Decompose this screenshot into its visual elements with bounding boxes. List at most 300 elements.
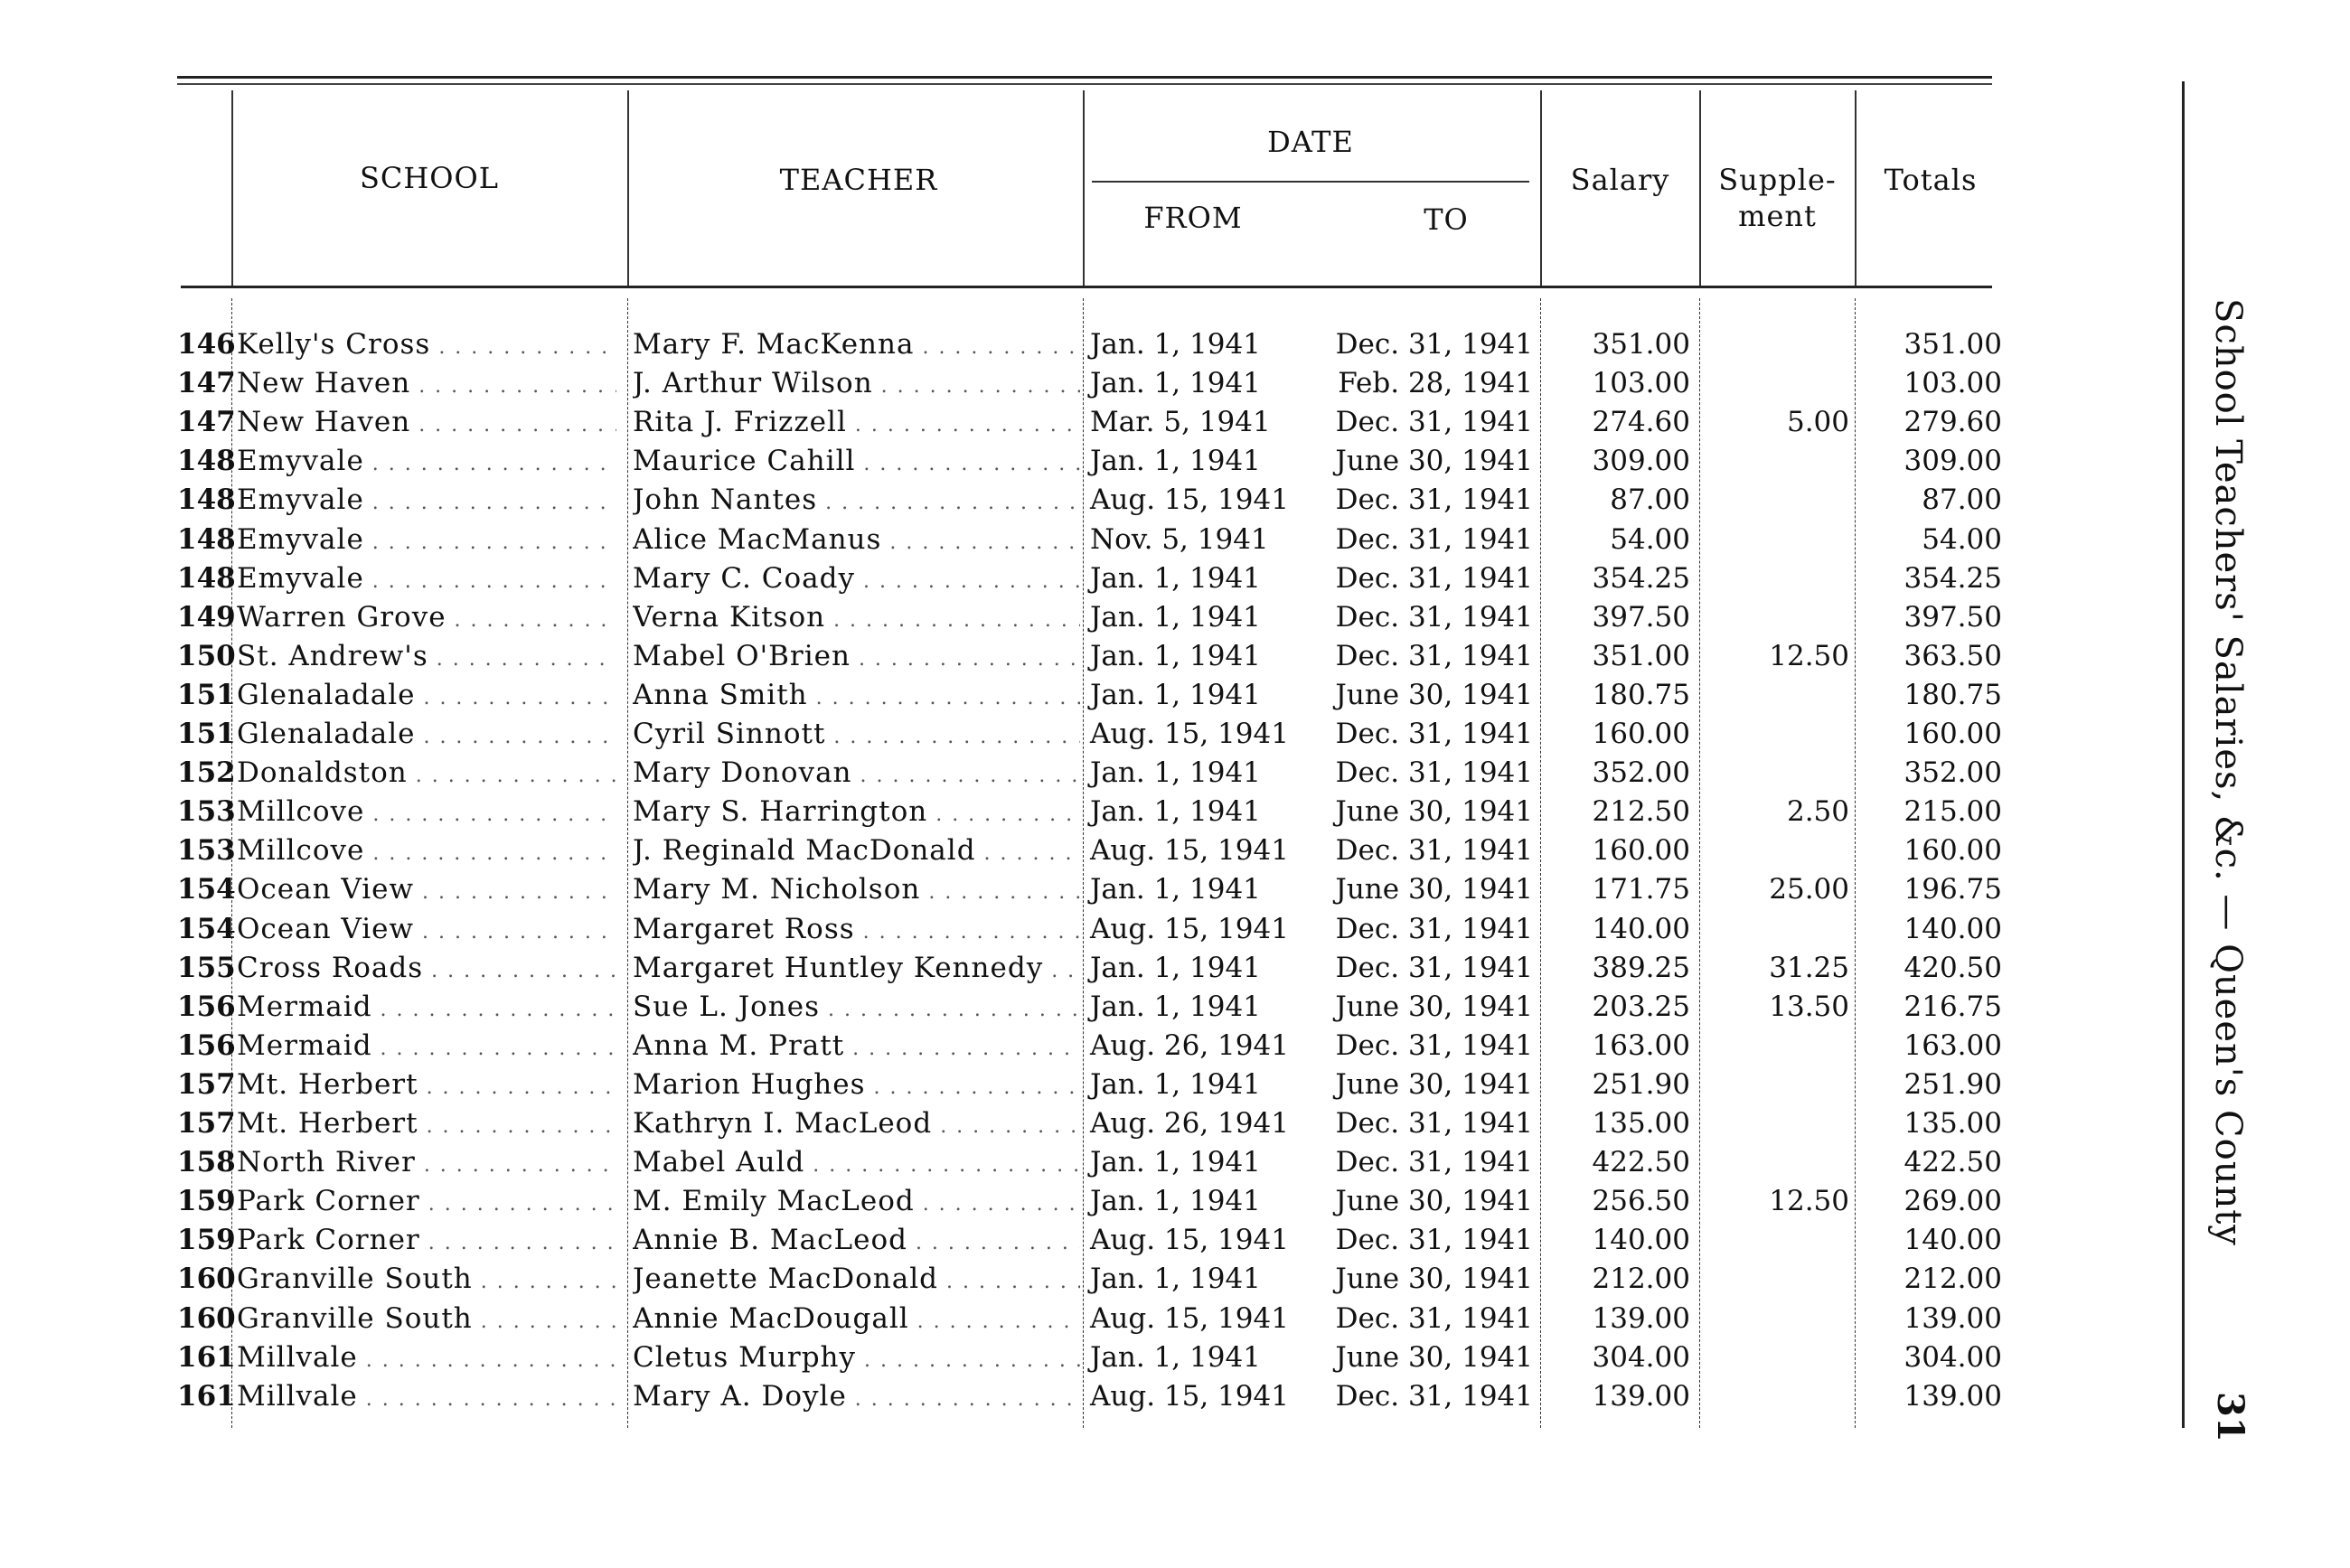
date-to: Dec. 31, 1941 bbox=[1335, 1028, 1533, 1062]
supplement-amount: 31.25 bbox=[1769, 951, 1849, 984]
table-row bbox=[0, 325, 2079, 364]
total-amount: 87.00 bbox=[1922, 484, 2002, 517]
teacher-name-text: M. Emily MacLeod bbox=[633, 1185, 915, 1218]
teacher-name bbox=[633, 1338, 1080, 1380]
school-name bbox=[237, 949, 616, 991]
date-from: Aug. 15, 1941 bbox=[1090, 834, 1289, 868]
supplement-amount: 12.50 bbox=[1769, 639, 1849, 672]
dot-leader bbox=[473, 1263, 616, 1295]
school-name-text: Ocean View bbox=[237, 873, 415, 906]
teacher-name-text: Margaret Huntley Kennedy bbox=[633, 951, 1044, 984]
teacher-name bbox=[633, 1300, 1080, 1341]
date-from: Jan. 1, 1941 bbox=[1090, 1185, 1261, 1218]
table-row bbox=[0, 831, 2079, 870]
dot-leader bbox=[414, 913, 616, 945]
salary-amount: 139.00 bbox=[1592, 1301, 1690, 1335]
date-to: Dec. 31, 1941 bbox=[1335, 328, 1533, 361]
margin-rule bbox=[2182, 81, 2185, 1428]
dot-leader bbox=[364, 523, 616, 556]
dot-leader bbox=[418, 1107, 616, 1140]
date-to: Dec. 31, 1941 bbox=[1335, 1107, 1533, 1140]
dot-leader bbox=[851, 640, 1080, 672]
dot-leader bbox=[358, 1341, 616, 1374]
date-from: Jan. 1, 1941 bbox=[1090, 1263, 1261, 1296]
school-name-text: Glenaladale bbox=[237, 718, 416, 750]
teacher-name bbox=[633, 364, 1080, 406]
school-name bbox=[237, 715, 616, 756]
table-row bbox=[0, 754, 2079, 793]
date-from: Jan. 1, 1941 bbox=[1090, 756, 1261, 790]
school-name-text: Millcove bbox=[237, 795, 365, 829]
date-to: Dec. 31, 1941 bbox=[1335, 756, 1533, 790]
dot-leader bbox=[410, 367, 616, 399]
header-bottom-rule bbox=[181, 286, 1992, 288]
school-name bbox=[237, 1338, 616, 1380]
teacher-name-text: Anna Smith bbox=[633, 678, 808, 711]
school-name-text: Granville South bbox=[237, 1301, 473, 1335]
date-to: Dec. 31, 1941 bbox=[1335, 718, 1533, 750]
dot-leader bbox=[415, 679, 616, 711]
teacher-name bbox=[633, 559, 1080, 601]
date-from: Aug. 15, 1941 bbox=[1090, 1301, 1289, 1335]
teacher-name bbox=[633, 521, 1080, 562]
teacher-name bbox=[633, 637, 1080, 679]
dot-leader bbox=[804, 1146, 1080, 1178]
table-row bbox=[0, 715, 2079, 754]
date-to: Dec. 31, 1941 bbox=[1335, 639, 1533, 672]
teacher-name-text: Verna Kitson bbox=[633, 600, 826, 634]
total-amount: 354.25 bbox=[1904, 561, 2002, 595]
row-number: 159 bbox=[177, 1185, 236, 1218]
school-name-text: Park Corner bbox=[237, 1185, 420, 1218]
date-from: Jan. 1, 1941 bbox=[1090, 795, 1261, 829]
total-amount: 54.00 bbox=[1922, 522, 2002, 556]
row-number: 157 bbox=[177, 1107, 236, 1140]
date-from: Jan. 1, 1941 bbox=[1090, 600, 1261, 634]
date-to: June 30, 1941 bbox=[1335, 678, 1533, 711]
dot-leader bbox=[1043, 952, 1080, 984]
header-teacher: TEACHER bbox=[779, 163, 938, 197]
date-from: Jan. 1, 1941 bbox=[1090, 561, 1261, 595]
row-number: 148 bbox=[177, 561, 236, 595]
date-from: Jan. 1, 1941 bbox=[1090, 639, 1261, 672]
date-to: Dec. 31, 1941 bbox=[1335, 406, 1533, 439]
school-name-text: Mt. Herbert bbox=[237, 1107, 418, 1140]
salary-amount: 180.75 bbox=[1592, 678, 1690, 711]
date-from: Jan. 1, 1941 bbox=[1090, 990, 1261, 1023]
school-name bbox=[237, 442, 616, 484]
teacher-name-text: Mary S. Harrington bbox=[633, 795, 928, 829]
teacher-name-text: Maurice Cahill bbox=[633, 445, 856, 478]
table-row bbox=[0, 1260, 2079, 1299]
salary-amount: 351.00 bbox=[1592, 328, 1690, 361]
date-to: Dec. 31, 1941 bbox=[1335, 1146, 1533, 1179]
teacher-name bbox=[633, 1066, 1080, 1107]
school-name bbox=[237, 1300, 616, 1341]
date-to: Dec. 31, 1941 bbox=[1335, 1379, 1533, 1413]
table-row bbox=[0, 910, 2079, 949]
dot-leader bbox=[408, 756, 616, 789]
school-name-text: Mermaid bbox=[237, 1028, 372, 1062]
salary-amount: 389.25 bbox=[1592, 951, 1690, 984]
date-from: Aug. 15, 1941 bbox=[1090, 484, 1289, 517]
dot-leader bbox=[881, 523, 1080, 556]
school-name bbox=[237, 793, 616, 834]
school-name bbox=[237, 1182, 616, 1224]
dot-leader bbox=[473, 1302, 616, 1335]
dot-leader bbox=[364, 562, 616, 595]
school-name-text: Granville South bbox=[237, 1263, 473, 1296]
dot-leader bbox=[414, 873, 616, 906]
row-number: 150 bbox=[177, 639, 236, 672]
school-name bbox=[237, 1143, 616, 1185]
dot-leader bbox=[428, 640, 616, 672]
teacher-name-text: Annie B. MacLeod bbox=[633, 1224, 907, 1257]
row-number: 156 bbox=[177, 1028, 236, 1062]
teacher-name-text: Mary A. Doyle bbox=[633, 1379, 847, 1413]
teacher-name bbox=[633, 481, 1080, 522]
header-supplement bbox=[1703, 163, 1852, 233]
dot-leader bbox=[920, 873, 1080, 906]
date-to: June 30, 1941 bbox=[1335, 445, 1533, 478]
salary-amount: 212.50 bbox=[1592, 795, 1690, 829]
total-amount: 251.90 bbox=[1904, 1067, 2002, 1101]
dot-leader bbox=[420, 1185, 616, 1217]
supplement-amount: 12.50 bbox=[1769, 1185, 1849, 1218]
row-number: 158 bbox=[177, 1146, 236, 1179]
school-name-text: Emyvale bbox=[237, 445, 364, 478]
date-from: Jan. 1, 1941 bbox=[1090, 1067, 1261, 1101]
table-row bbox=[0, 949, 2079, 988]
table-row bbox=[0, 1104, 2079, 1143]
total-amount: 196.75 bbox=[1904, 873, 2002, 906]
row-number: 148 bbox=[177, 522, 236, 556]
school-name-text: Emyvale bbox=[237, 561, 364, 595]
table-row bbox=[0, 793, 2079, 831]
school-name bbox=[237, 1066, 616, 1107]
total-amount: 140.00 bbox=[1904, 912, 2002, 945]
school-name-text: Emyvale bbox=[237, 522, 364, 556]
table-row bbox=[0, 559, 2079, 598]
teacher-name-text: Mary Donovan bbox=[633, 756, 852, 790]
date-from: Mar. 5, 1941 bbox=[1090, 406, 1271, 439]
school-name bbox=[237, 870, 616, 912]
teacher-name bbox=[633, 870, 1080, 912]
date-to: Dec. 31, 1941 bbox=[1335, 484, 1533, 517]
page-number: 31 bbox=[2209, 1392, 2251, 1442]
table-row bbox=[0, 1221, 2079, 1260]
dot-leader bbox=[976, 834, 1080, 867]
salary-amount: 140.00 bbox=[1592, 912, 1690, 945]
school-name-text: Kelly's Cross bbox=[237, 328, 431, 361]
date-from: Jan. 1, 1941 bbox=[1090, 367, 1261, 400]
salary-amount: 304.00 bbox=[1592, 1340, 1690, 1374]
teacher-name bbox=[633, 754, 1080, 795]
row-number: 147 bbox=[177, 367, 236, 400]
total-amount: 304.00 bbox=[1904, 1340, 2002, 1374]
total-amount: 180.75 bbox=[1904, 678, 2002, 711]
teacher-name-text: John Nantes bbox=[633, 484, 818, 517]
school-name bbox=[237, 521, 616, 562]
salary-amount: 422.50 bbox=[1592, 1146, 1690, 1179]
date-from: Nov. 5, 1941 bbox=[1090, 522, 1269, 556]
date-to: June 30, 1941 bbox=[1335, 1263, 1533, 1296]
teacher-name bbox=[633, 325, 1080, 367]
header-divider bbox=[231, 90, 233, 286]
dot-leader bbox=[420, 1224, 616, 1256]
date-to: Feb. 28, 1941 bbox=[1338, 367, 1533, 400]
dot-leader bbox=[927, 795, 1080, 828]
salary-amount: 87.00 bbox=[1610, 484, 1690, 517]
total-amount: 216.75 bbox=[1904, 990, 2002, 1023]
header-supplement-line1: Supple- bbox=[1718, 163, 1837, 197]
dot-leader bbox=[909, 1302, 1080, 1335]
school-name-text: North River bbox=[237, 1146, 416, 1179]
teacher-name bbox=[633, 676, 1080, 718]
date-to: Dec. 31, 1941 bbox=[1335, 834, 1533, 868]
date-from: Jan. 1, 1941 bbox=[1090, 445, 1261, 478]
teacher-name-text: Anna M. Pratt bbox=[633, 1028, 845, 1062]
teacher-name bbox=[633, 910, 1080, 952]
teacher-name-text: Mary C. Coady bbox=[633, 561, 855, 595]
top-rule bbox=[177, 76, 1992, 79]
school-name bbox=[237, 1221, 616, 1263]
date-from: Aug. 15, 1941 bbox=[1090, 1379, 1289, 1413]
teacher-name bbox=[633, 598, 1080, 640]
table-row bbox=[0, 1377, 2079, 1416]
date-to: Dec. 31, 1941 bbox=[1335, 1301, 1533, 1335]
header-from: FROM bbox=[1143, 201, 1243, 235]
school-name bbox=[237, 403, 616, 445]
school-name-text: St. Andrew's bbox=[237, 639, 428, 672]
dot-leader bbox=[416, 1146, 616, 1178]
teacher-name-text: Mary M. Nicholson bbox=[633, 873, 921, 906]
school-name bbox=[237, 1260, 616, 1301]
salary-amount: 251.90 bbox=[1592, 1067, 1690, 1101]
salary-amount: 397.50 bbox=[1592, 600, 1690, 634]
date-from: Aug. 15, 1941 bbox=[1090, 718, 1289, 750]
dot-leader bbox=[866, 1068, 1080, 1101]
teacher-name-text: J. Reginald MacDonald bbox=[633, 834, 976, 868]
salary-amount: 212.00 bbox=[1592, 1263, 1690, 1296]
dot-leader bbox=[915, 1185, 1080, 1217]
teacher-name-text: Kathryn I. MacLeod bbox=[633, 1107, 933, 1140]
teacher-name-text: Sue L. Jones bbox=[633, 990, 821, 1023]
date-from: Aug. 15, 1941 bbox=[1090, 912, 1289, 945]
header-divider bbox=[1699, 90, 1701, 286]
school-name-text: Millcove bbox=[237, 834, 365, 868]
school-name bbox=[237, 325, 616, 367]
top-rule-thin bbox=[177, 83, 1992, 85]
total-amount: 215.00 bbox=[1904, 795, 2002, 829]
supplement-amount: 5.00 bbox=[1786, 406, 1849, 439]
date-from: Jan. 1, 1941 bbox=[1090, 328, 1261, 361]
dot-leader bbox=[847, 406, 1080, 438]
row-number: 151 bbox=[177, 678, 236, 711]
school-name bbox=[237, 559, 616, 601]
teacher-name bbox=[633, 831, 1080, 873]
date-from: Aug. 26, 1941 bbox=[1090, 1028, 1289, 1062]
header-divider bbox=[627, 90, 629, 286]
row-number: 146 bbox=[177, 328, 236, 361]
salary-amount: 309.00 bbox=[1592, 445, 1690, 478]
table-row bbox=[0, 481, 2079, 520]
dot-leader bbox=[938, 1263, 1080, 1295]
dot-leader bbox=[855, 913, 1080, 945]
table-row bbox=[0, 364, 2079, 403]
dot-leader bbox=[364, 445, 616, 477]
header-supplement-line2: ment bbox=[1738, 199, 1817, 233]
dot-leader bbox=[423, 952, 616, 984]
school-name bbox=[237, 676, 616, 718]
dot-leader bbox=[808, 679, 1080, 711]
school-name bbox=[237, 637, 616, 679]
salary-amount: 54.00 bbox=[1610, 522, 1690, 556]
teacher-name-text: Marion Hughes bbox=[633, 1067, 866, 1101]
dot-leader bbox=[825, 601, 1080, 634]
date-to: Dec. 31, 1941 bbox=[1335, 600, 1533, 634]
date-to: Dec. 31, 1941 bbox=[1335, 1224, 1533, 1257]
total-amount: 163.00 bbox=[1904, 1028, 2002, 1062]
school-name bbox=[237, 754, 616, 795]
total-amount: 309.00 bbox=[1904, 445, 2002, 478]
row-number: 152 bbox=[177, 756, 236, 790]
teacher-name-text: Cletus Murphy bbox=[633, 1340, 857, 1374]
teacher-name bbox=[633, 715, 1080, 756]
dot-leader bbox=[932, 1107, 1080, 1140]
teacher-name-text: Jeanette MacDonald bbox=[633, 1263, 938, 1296]
date-from: Jan. 1, 1941 bbox=[1090, 1146, 1261, 1179]
supplement-amount: 25.00 bbox=[1769, 873, 1849, 906]
row-number: 159 bbox=[177, 1224, 236, 1257]
date-from: Aug. 15, 1941 bbox=[1090, 1224, 1289, 1257]
teacher-name-text: Cyril Sinnott bbox=[633, 718, 826, 750]
table-row bbox=[0, 1143, 2079, 1182]
table-row bbox=[0, 870, 2079, 909]
dot-leader bbox=[817, 484, 1080, 516]
date-from: Jan. 1, 1941 bbox=[1090, 951, 1261, 984]
salary-amount: 352.00 bbox=[1592, 756, 1690, 790]
teacher-name-text: Margaret Ross bbox=[633, 912, 855, 945]
school-name bbox=[237, 988, 616, 1029]
dot-leader bbox=[847, 1380, 1080, 1413]
row-number: 148 bbox=[177, 445, 236, 478]
salary-amount: 103.00 bbox=[1592, 367, 1690, 400]
row-number: 160 bbox=[177, 1263, 236, 1296]
salary-amount: 351.00 bbox=[1592, 639, 1690, 672]
total-amount: 269.00 bbox=[1904, 1185, 2002, 1218]
dot-leader bbox=[855, 445, 1080, 477]
school-name-text: Park Corner bbox=[237, 1224, 420, 1257]
teacher-name bbox=[633, 988, 1080, 1029]
school-name-text: Millvale bbox=[237, 1340, 358, 1374]
salary-amount: 274.60 bbox=[1592, 406, 1690, 439]
dot-leader bbox=[364, 484, 616, 516]
row-number: 153 bbox=[177, 834, 236, 868]
table-row bbox=[0, 676, 2079, 715]
school-name bbox=[237, 1104, 616, 1146]
school-name bbox=[237, 1377, 616, 1419]
total-amount: 420.50 bbox=[1904, 951, 2002, 984]
date-to: Dec. 31, 1941 bbox=[1335, 912, 1533, 945]
table-row bbox=[0, 442, 2079, 481]
row-number: 161 bbox=[177, 1340, 236, 1374]
dot-leader bbox=[825, 718, 1080, 750]
teacher-name bbox=[633, 1182, 1080, 1224]
total-amount: 351.00 bbox=[1904, 328, 2002, 361]
total-amount: 160.00 bbox=[1904, 718, 2002, 750]
salary-amount: 163.00 bbox=[1592, 1028, 1690, 1062]
dot-leader bbox=[415, 718, 616, 750]
dot-leader bbox=[852, 756, 1080, 789]
row-number: 157 bbox=[177, 1067, 236, 1101]
dot-leader bbox=[856, 1341, 1080, 1374]
header-totals: Totals bbox=[1884, 163, 1978, 197]
dot-leader bbox=[907, 1224, 1080, 1256]
total-amount: 352.00 bbox=[1904, 756, 2002, 790]
supplement-amount: 13.50 bbox=[1769, 990, 1849, 1023]
teacher-name bbox=[633, 442, 1080, 484]
salary-amount: 256.50 bbox=[1592, 1185, 1690, 1218]
dot-leader bbox=[372, 1029, 616, 1062]
dot-leader bbox=[855, 562, 1080, 595]
date-to: June 30, 1941 bbox=[1335, 990, 1533, 1023]
school-name bbox=[237, 1027, 616, 1068]
supplement-amount: 2.50 bbox=[1786, 795, 1849, 829]
date-to: June 30, 1941 bbox=[1335, 1067, 1533, 1101]
school-name bbox=[237, 481, 616, 522]
table-row bbox=[0, 988, 2079, 1027]
date-from: Jan. 1, 1941 bbox=[1090, 678, 1261, 711]
table-row bbox=[0, 1027, 2079, 1066]
teacher-name-text: Annie MacDougall bbox=[633, 1301, 909, 1335]
table-row bbox=[0, 403, 2079, 442]
teacher-name bbox=[633, 949, 1080, 991]
teacher-name-text: Alice MacManus bbox=[633, 522, 882, 556]
dot-leader bbox=[418, 1068, 616, 1101]
salary-amount: 160.00 bbox=[1592, 834, 1690, 868]
total-amount: 363.50 bbox=[1904, 639, 2002, 672]
school-name bbox=[237, 910, 616, 952]
date-from: Aug. 26, 1941 bbox=[1090, 1107, 1289, 1140]
salary-amount: 139.00 bbox=[1592, 1379, 1690, 1413]
row-number: 160 bbox=[177, 1301, 236, 1335]
salary-amount: 135.00 bbox=[1592, 1107, 1690, 1140]
dot-leader bbox=[364, 834, 616, 867]
table-row bbox=[0, 1182, 2079, 1221]
school-name-text: New Haven bbox=[237, 367, 411, 400]
row-number: 148 bbox=[177, 484, 236, 517]
date-from: Jan. 1, 1941 bbox=[1090, 1340, 1261, 1374]
header-divider bbox=[1855, 90, 1856, 286]
salary-amount: 203.25 bbox=[1592, 990, 1690, 1023]
school-name-text: Ocean View bbox=[237, 912, 415, 945]
header-to: TO bbox=[1424, 202, 1469, 237]
school-name-text: Cross Roads bbox=[237, 951, 424, 984]
date-to: Dec. 31, 1941 bbox=[1335, 522, 1533, 556]
school-name-text: Mermaid bbox=[237, 990, 372, 1023]
total-amount: 279.60 bbox=[1904, 406, 2002, 439]
date-to: Dec. 31, 1941 bbox=[1335, 561, 1533, 595]
row-number: 154 bbox=[177, 912, 236, 945]
total-amount: 103.00 bbox=[1904, 367, 2002, 400]
header-divider bbox=[1083, 90, 1085, 286]
total-amount: 397.50 bbox=[1904, 600, 2002, 634]
date-to: June 30, 1941 bbox=[1335, 873, 1533, 906]
school-name-text: Donaldston bbox=[237, 756, 408, 790]
header-salary: Salary bbox=[1570, 163, 1670, 197]
row-number: 161 bbox=[177, 1379, 236, 1413]
